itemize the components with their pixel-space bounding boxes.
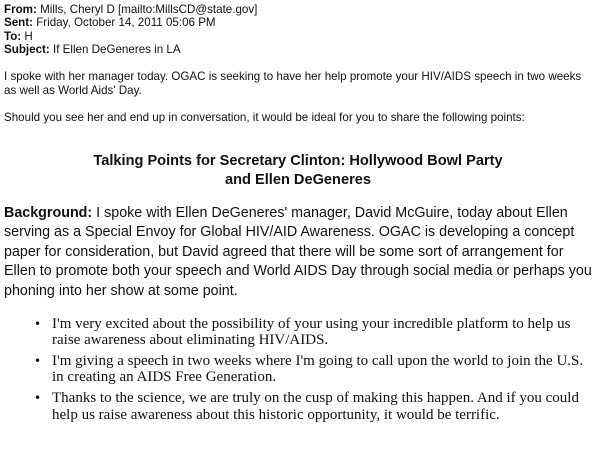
background-label: Background:: [4, 204, 93, 221]
ask-paragraph: Should you see her and end up in conversation, it would be ideal for you to share the following points:: [4, 110, 525, 124]
point-text: Thanks to the science, we are truly on the cusp of making this happen. And if you could help us raise awareness about this historic opportunity, it would be terrific.: [52, 389, 579, 423]
to-row: [4, 30, 592, 43]
sent-row: [4, 16, 592, 29]
talking-points-list: [4, 316, 592, 424]
email-header: [4, 3, 592, 57]
sent-value: Friday, October 14, 2011 05:06 PM: [36, 16, 216, 30]
list-item: [34, 353, 592, 386]
talking-points-title-line-2: and Ellen DeGeneres: [225, 171, 371, 188]
talking-points-title: [4, 152, 592, 190]
point-text: I'm very excited about the possibility of your using your incredible platform to help us raise awareness about eliminating HIV/AIDS.: [52, 315, 571, 349]
background-paragraph: [4, 204, 592, 302]
subject-value: If Ellen DeGeneres in LA: [52, 43, 181, 57]
subject-row: [4, 43, 592, 56]
background-text: I spoke with Ellen DeGeneres' manager, David McGuire, today about Ellen serving as a Special Envoy for Global HIV/AID Awareness. OGAC is developing a concept paper for consideration, but David agreed that there will be some sort of arrangement for Ellen to promote both your speech and World AIDS Day through social media or perhaps you phoning into her show at some point.: [4, 204, 592, 299]
point-text: I'm giving a speech in two weeks where I'm going to call upon the world to join the U.S. in creating an AIDS Free Generation.: [52, 352, 584, 386]
list-item: [34, 390, 592, 423]
from-value: Mills, Cheryl D [mailto:MillsCD@state.gov]: [40, 3, 258, 16]
to-value: H: [24, 29, 33, 43]
talking-points-title-line-1: Talking Points for Secretary Clinton: Hollywood Bowl Party: [93, 152, 503, 169]
sent-label: Sent:: [4, 16, 33, 30]
bullet-icon: •: [34, 390, 42, 405]
list-item: [34, 316, 592, 349]
subject-label: Subject:: [4, 43, 50, 57]
bullet-icon: •: [34, 353, 42, 368]
to-label: To:: [4, 29, 22, 43]
from-label: From:: [4, 3, 37, 16]
from-row: [4, 3, 592, 16]
intro-paragraph: I spoke with her manager today. OGAC is seeking to have her help promote your HIV/AIDS speech in two weeks as well as World Aids' Day.: [4, 69, 582, 97]
bullet-icon: •: [34, 316, 42, 331]
